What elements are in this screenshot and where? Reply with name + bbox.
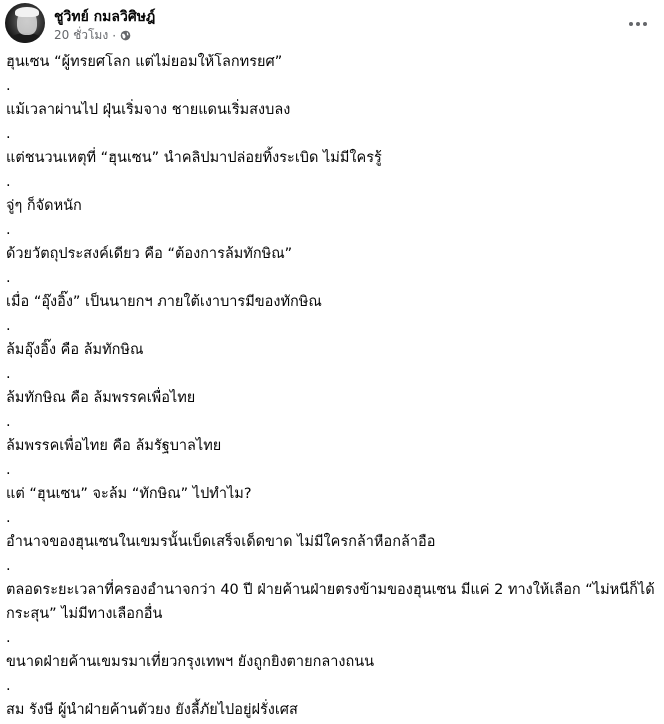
- paragraph-separator: .: [6, 126, 11, 142]
- avatar-hair-shape: [15, 7, 39, 17]
- paragraph-separator: .: [6, 462, 11, 478]
- more-options-icon: [629, 22, 647, 26]
- post-paragraph: ฮุนเซน “ผู้ทรยศโลก แต่ไม่ยอมให้โลกทรยศ”: [6, 54, 283, 70]
- post-paragraph: อำนาจของฮุนเซนในเขมรนั้นเบ็ดเสร็จเด็ดขาด ไม่มีใครกล้าหือกล้าอือ: [6, 534, 436, 550]
- paragraph-separator: .: [6, 414, 11, 430]
- post-paragraph: ล้มอุ๊งอิ๊ง คือ ล้มทักษิณ: [6, 342, 144, 358]
- post-body: [6, 50, 656, 722]
- post-paragraph: ล้มพรรคเพื่อไทย คือ ล้มรัฐบาลไทย: [6, 438, 222, 454]
- post-paragraph: แต่ชนวนเหตุที่ “ฮุนเซน” นำคลิปมาปล่อยทิ้งระเบิด ไม่มีใครรู้: [6, 150, 382, 166]
- post-paragraph: ขนาดฝ่ายค้านเขมรมาเที่ยวกรุงเทพฯ ยังถูกยิงตายกลางถนน: [6, 654, 375, 670]
- paragraph-separator: .: [6, 678, 11, 694]
- post-paragraph: เมื่อ “อุ๊งอิ๊ง” เป็นนายกฯ ภายใต้เงาบารมีของทักษิณ: [6, 294, 322, 310]
- more-options-button[interactable]: [622, 8, 654, 40]
- post-paragraph: ล้มทักษิณ คือ ล้มพรรคเพื่อไทย: [6, 390, 196, 406]
- post-paragraph: สม รังษี ผู้นำฝ่ายค้านตัวยง ยังลี้ภัยไปอยู่ฝรั่งเศส: [6, 702, 298, 718]
- paragraph-separator: .: [6, 78, 11, 94]
- meta-separator: ·: [112, 28, 117, 43]
- post-timestamp[interactable]: 20 ชั่วโมง: [54, 28, 109, 42]
- post-paragraph: ตลอดระยะเวลาที่ครองอำนาจกว่า 40 ปี ฝ่ายค้านฝ่ายตรงข้ามของฮุนเซน มีแค่ 2 ทางให้เลือก “ไม่หนีก็ได้กระสุน” ไม่มีทางเลือกอื่น: [6, 582, 655, 622]
- globe-icon[interactable]: [120, 30, 131, 41]
- author-name[interactable]: ชูวิทย์ กมลวิศิษฎ์: [54, 9, 156, 25]
- paragraph-separator: .: [6, 366, 11, 382]
- author-avatar[interactable]: [5, 3, 45, 43]
- post-paragraph: แม้เวลาผ่านไป ฝุ่นเริ่มจาง ชายแดนเริ่มสงบลง: [6, 102, 291, 118]
- paragraph-separator: .: [6, 318, 11, 334]
- post-paragraph: ด้วยวัตถุประสงค์เดียว คือ “ต้องการล้มทักษิณ”: [6, 246, 293, 262]
- paragraph-separator: .: [6, 174, 11, 190]
- paragraph-separator: .: [6, 630, 11, 646]
- post-paragraph: จู่ๆ ก็จัดหนัก: [6, 198, 82, 214]
- post-meta: [54, 26, 131, 45]
- paragraph-separator: .: [6, 270, 11, 286]
- post-paragraph: แต่ “ฮุนเซน” จะล้ม “ทักษิณ” ไปทำไม?: [6, 486, 252, 502]
- paragraph-separator: .: [6, 510, 11, 526]
- paragraph-separator: .: [6, 558, 11, 574]
- post-header: [0, 0, 664, 52]
- paragraph-separator: .: [6, 222, 11, 238]
